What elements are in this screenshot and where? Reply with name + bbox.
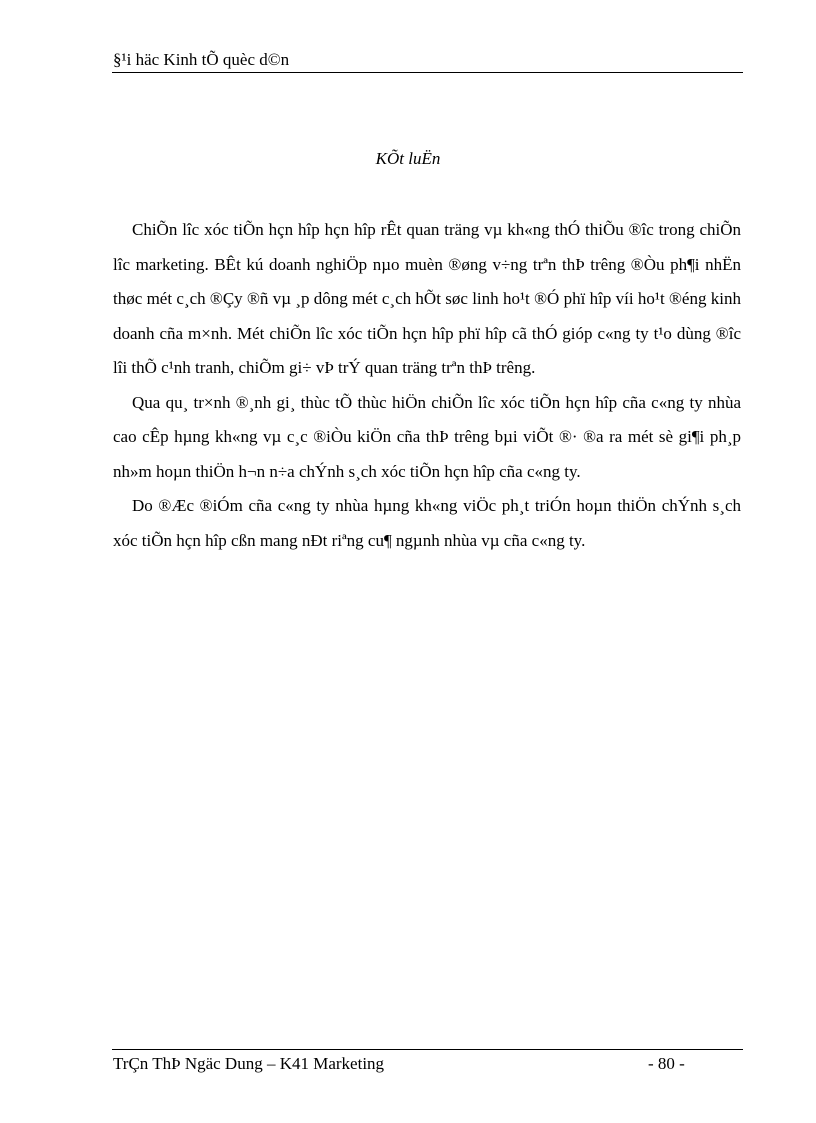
footer-rule bbox=[112, 1049, 743, 1050]
paragraph-2: Qua qu¸ tr×nh ®¸nh gi¸ thùc tÕ thùc hiÖn chiÕn lîc xóc tiÕn hçn hîp cña c«ng ty nhùa cao cÊp hµng kh«ng vµ c¸c ®iÒu kiÖn cña thÞ trêng bµi viÕt ®· ®a ra mét sè gi¶i ph¸p nh»m hoµn thiÖn h¬n n÷a chÝnh s¸ch xóc tiÕn hçn hîp cña c«ng ty. bbox=[113, 392, 741, 481]
paragraph-3: Do ®Æc ®iÓm cña c«ng ty nhùa hµng kh«ng viÖc ph¸t triÓn hoµn thiÖn chÝnh s¸ch xóc tiÕn hçn hîp cßn mang nÐt riªng cu¶ ngµnh nhùa vµ cña c«ng ty. bbox=[113, 496, 741, 550]
page-header: §¹i häc Kinh tÕ quèc d©n bbox=[113, 50, 290, 69]
header-rule bbox=[112, 72, 743, 73]
page-number: - 80 - bbox=[648, 1054, 685, 1073]
paragraph-1: ChiÕn lîc xóc tiÕn hçn hîp hçn hîp rÊt quan träng vµ kh«ng thÓ thiÕu ®îc trong chiÕn lîc marketing. BÊt kú doanh nghiÖp nµo muèn ®øng v÷ng trªn thÞ trêng ®Òu ph¶i nhËn thøc mét c¸ch ®Çy ®ñ vµ ¸p dông mét c¸ch hÕt søc linh ho¹t ®Ó phï hîp víi ho¹t ®éng kinh doanh cña m×nh. Mét chiÕn lîc xóc tiÕn hçn hîp phï hîp cã thÓ gióp c«ng ty t¹o dùng ®îc lîi thÕ c¹nh tranh, chiÕm gi÷ vÞ trÝ quan träng trªn thÞ trêng. bbox=[113, 220, 741, 377]
body-text bbox=[113, 213, 741, 558]
section-title: KÕt luËn bbox=[375, 149, 441, 168]
footer-author: TrÇn ThÞ Ngäc Dung – K41 Marketing bbox=[113, 1054, 385, 1073]
